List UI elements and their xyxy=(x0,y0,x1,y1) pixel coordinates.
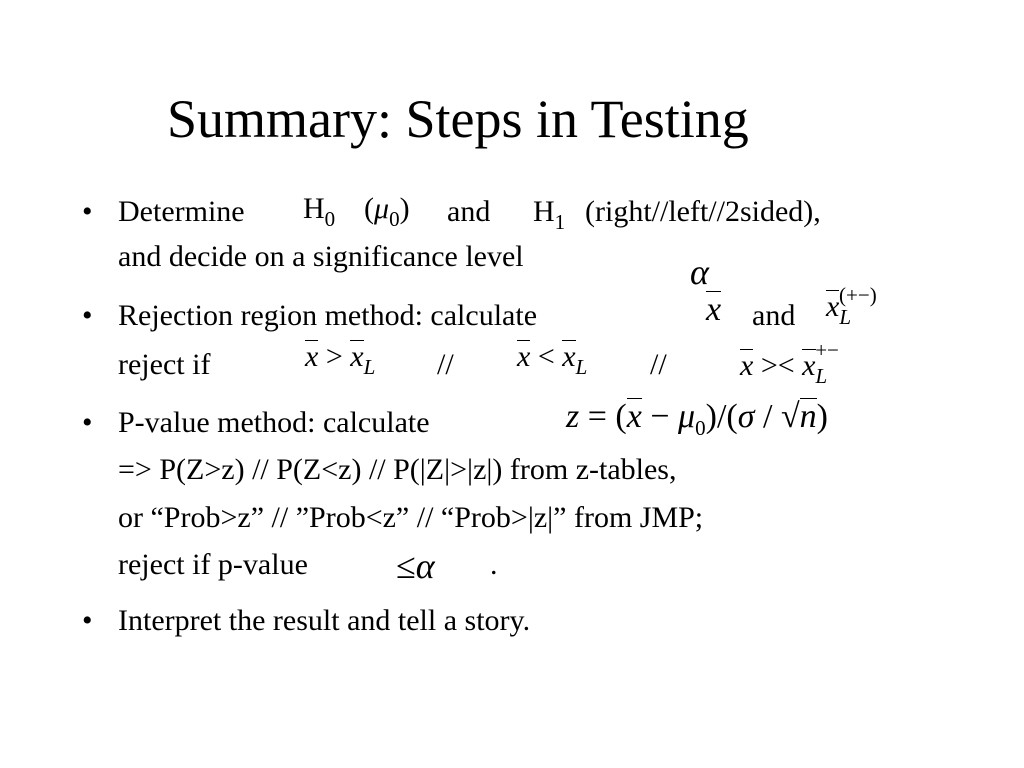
bullet-3-line1: P-value method: calculate xyxy=(118,406,430,439)
xbar-symbol xyxy=(706,291,721,327)
z-lparen: ( xyxy=(615,398,627,435)
z-sigma: σ xyxy=(737,398,755,435)
bullet-1-sides: (right//left//2sided), xyxy=(585,195,821,228)
z-slash: / xyxy=(763,398,773,435)
xbar-l-superscript: (+−) xyxy=(839,283,877,307)
reject-two-gtlt: >< xyxy=(760,349,795,382)
bullet-1-and: and xyxy=(447,195,491,228)
xbar-l-subscript: L xyxy=(839,305,852,329)
z-mu: μ xyxy=(678,398,696,435)
bullet-4-marker: • xyxy=(82,604,93,637)
reject-left-expr xyxy=(517,340,587,378)
sep-2: // xyxy=(650,348,667,381)
z-eq: = xyxy=(587,398,607,435)
bullet-2-marker: • xyxy=(82,299,93,332)
reject-right-gt: > xyxy=(325,340,343,373)
reject-two-xl: x xyxy=(802,349,816,382)
alpha-glyph: α xyxy=(690,252,709,292)
bullet-2-line1: Rejection region method: calculate xyxy=(118,299,538,332)
bullet-3-line2: => P(Z>z) // P(Z<z) // P(|Z|>|z|) from z-tables, xyxy=(118,453,677,486)
le-symbol: ≤ xyxy=(396,546,416,586)
xbar-glyph: x xyxy=(706,291,722,328)
bullet-1-marker: • xyxy=(82,195,93,228)
reject-right-expr xyxy=(305,340,375,378)
reject-two-l: L xyxy=(815,364,828,388)
reject-right-xbar: x xyxy=(305,340,319,373)
reject-right-xl: x xyxy=(350,340,364,373)
reject-two-sup: +− xyxy=(815,338,839,362)
bullet-4-line1: Interpret the result and tell a story. xyxy=(118,604,531,637)
mu-symbol: μ xyxy=(374,192,390,225)
z-n: n xyxy=(799,398,817,435)
mu0-subscript: 0 xyxy=(389,207,400,231)
h0-symbol xyxy=(303,194,335,230)
xbar-l-glyph: x xyxy=(826,290,840,323)
z-sqrt: √ xyxy=(780,398,800,435)
reject-two-xbar: x xyxy=(740,349,754,382)
z-xbar: x xyxy=(626,398,642,435)
bullet-3-marker: • xyxy=(82,406,93,439)
h0-letter: H xyxy=(303,192,325,225)
h1-letter: H xyxy=(533,195,555,228)
z-minus: − xyxy=(650,398,670,435)
slide-title: Summary: Steps in Testing xyxy=(167,89,749,149)
bullet-3-period: . xyxy=(490,548,498,581)
bullet-1-determine: Determine xyxy=(118,195,245,228)
reject-left-lt: < xyxy=(537,340,555,373)
le-alpha-expr xyxy=(396,548,435,584)
bullet-2-and: and xyxy=(752,299,796,332)
h1-symbol xyxy=(533,197,565,233)
z-var: z xyxy=(566,398,580,435)
bullet-1-line2: and decide on a significance level xyxy=(118,240,524,273)
z-divide: /( xyxy=(716,398,738,435)
reject-two-sided-expr xyxy=(740,340,839,387)
z-statistic-formula xyxy=(566,398,828,439)
z-mu-sub: 0 xyxy=(695,416,706,440)
bullet-3-line4: reject if p-value xyxy=(118,548,308,581)
z-final-rparen: ) xyxy=(816,398,828,435)
h0-subscript: 0 xyxy=(324,207,336,231)
reject-right-l: L xyxy=(363,355,376,379)
z-rparen: ) xyxy=(705,398,717,435)
h1-subscript: 1 xyxy=(554,210,566,234)
le-alpha: α xyxy=(415,546,435,586)
mu0-lparen: ( xyxy=(364,192,374,225)
mu0-rparen: ) xyxy=(399,192,410,225)
sep-1: // xyxy=(437,348,454,381)
xbar-l-critical xyxy=(826,285,877,328)
bullet-3-line3: or “Prob>z” // ”Prob<z” // “Prob>|z|” from JMP; xyxy=(118,501,704,534)
alpha-symbol xyxy=(690,254,709,290)
reject-left-xbar: x xyxy=(517,340,531,373)
reject-left-xl: x xyxy=(562,340,576,373)
reject-left-l: L xyxy=(575,355,588,379)
mu0-expression xyxy=(364,194,410,230)
bullet-2-line2: reject if xyxy=(118,348,211,381)
